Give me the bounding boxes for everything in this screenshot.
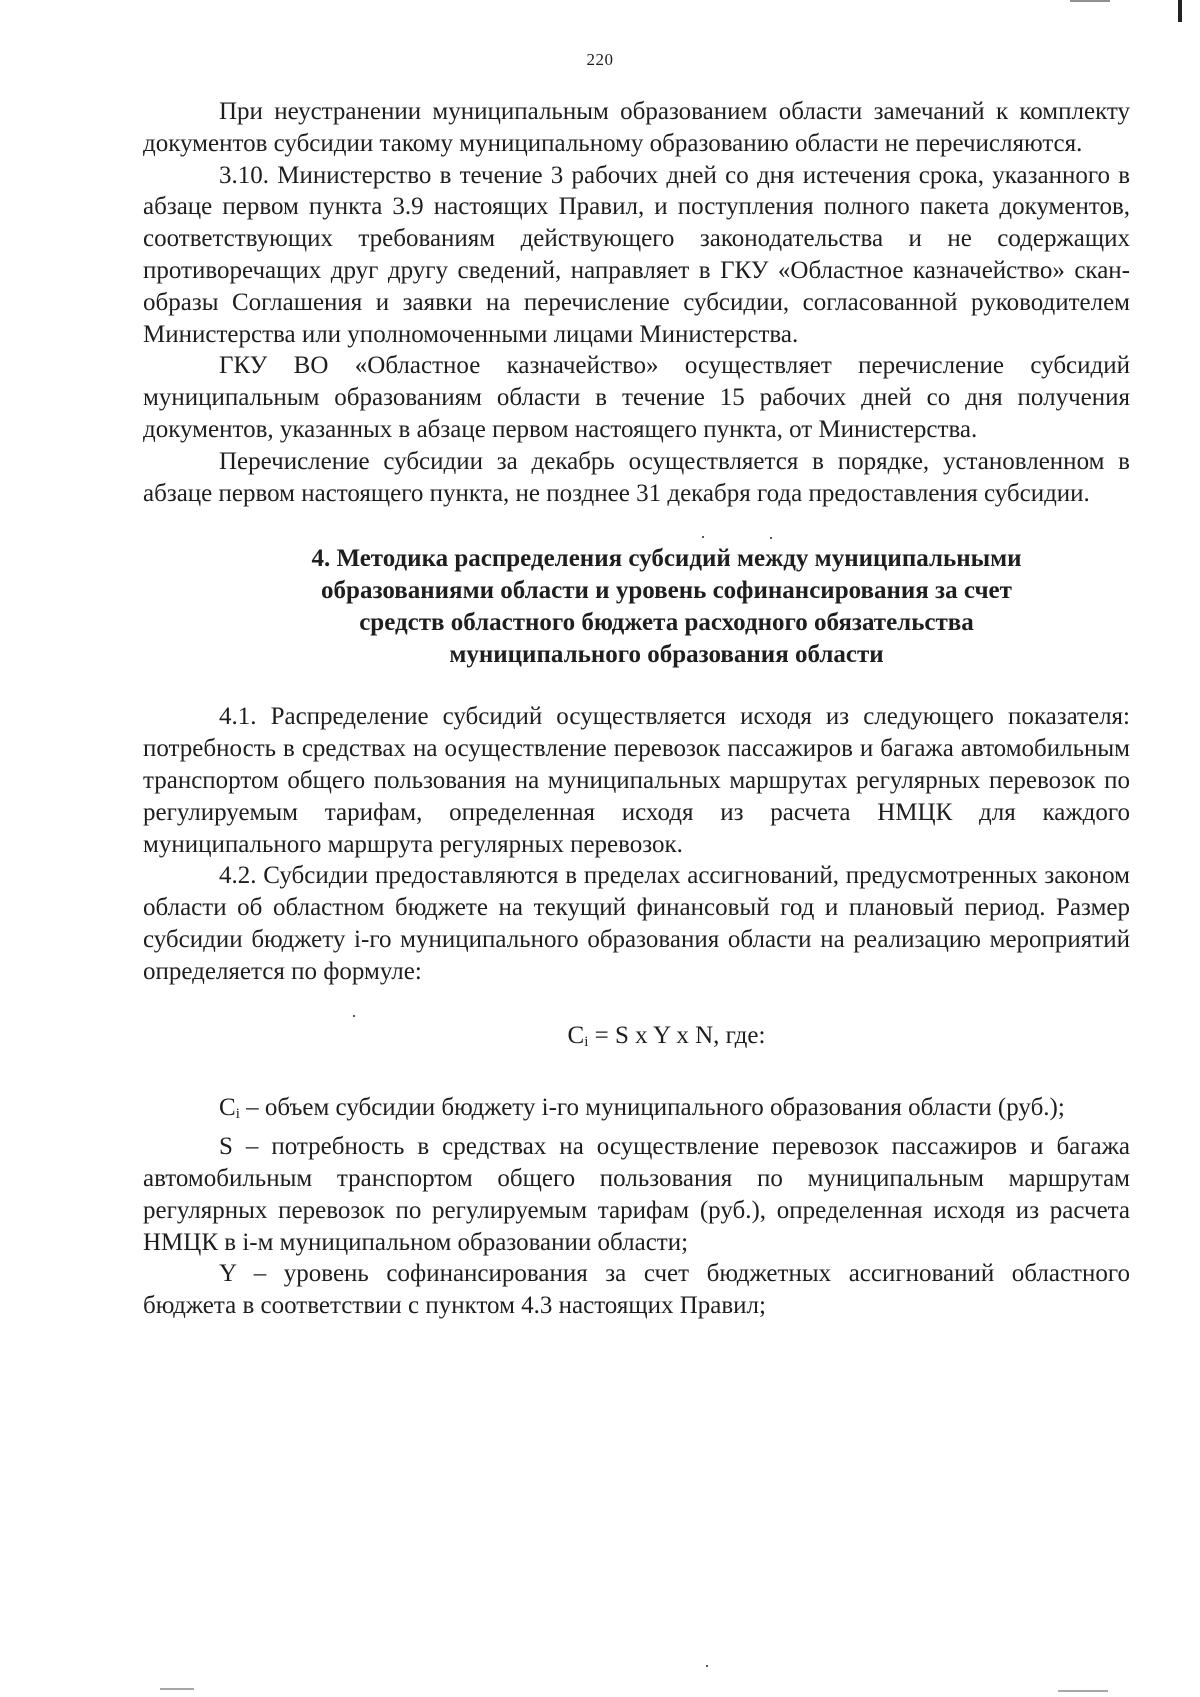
section-4-title-line-3: средств областного бюджета расходного обязательства [359,609,974,637]
definition-ci-subscript: i [235,1106,240,1123]
section-4-title [143,543,1130,671]
paragraph-treasury: ГКУ ВО «Областное казначейство» осуществляет перечисление субсидий муниципальным образованиям области в течение 15 рабочих дней со дня получения документов, указанных в абзаце первом настоящего пункта, от Министерства. [143,352,1130,443]
paragraph-4-1: 4.1. Распределение субсидий осуществляется исходя из следующего показателя: потребность в средствах на осуществление перевозок пассажиров и багажа автомобильным транспортом общего пользования на муниципальных маршрутах регулярных перевозок по регулируемым тарифам, определенная исходя из расчета НМЦК для каждого муниципального маршрута регулярных перевозок. [143,703,1130,858]
scan-edge-mark-top-right [1178,0,1182,22]
formula-symbol-c: C [567,1021,585,1049]
formula-expression: = S x Y x N, где: [588,1021,766,1049]
definition-s: S – потребность в средствах на осуществление перевозок пассажиров и багажа автомобильным транспортом общего пользования по муниципальным маршрутам регулярных перевозок по регулируемым тарифам (руб.), определенная исходя из расчета НМЦК в i-м муниципальном образовании области; [143,1133,1130,1256]
document-body [143,96,1130,1322]
scan-edge-mark-top [1070,0,1110,2]
scan-edge-mark-bottom-left [160,1688,194,1690]
page-number: 220 [586,50,614,69]
paragraph-4-2: 4.2. Субсидии предоставляются в пределах ассигнований, предусмотренных законом области об областном бюджете на текущий финансовый год и плановый период. Размер субсидии бюджету i-го муниципального образования области на реализацию мероприятий определяется по формуле: [143,862,1130,985]
paragraph-3-10: 3.10. Министерство в течение 3 рабочих дней со дня истечения срока, указанного в абзаце первом пункта 3.9 настоящих Правил, и поступления полного пакета документов, соответствующих требованиям действующего законодательства и не содержащих противоречащих друг другу сведений, направляет в ГКУ «Областное казначейство» скан-образы Соглашения и заявки на перечисление субсидии, согласованной руководителем Министерства или уполномоченными лицами Министерства. [143,161,1130,348]
definition-ci [143,1092,1130,1131]
scan-speck [702,536,704,538]
paragraph-remarks: При неустранении муниципальным образованием области замечаний к комплекту документов субсидии такому муниципальному образованию области не перечисляются. [143,98,1130,157]
subsidy-formula [143,1020,1130,1059]
definition-ci-symbol: C [219,1094,236,1122]
paragraph-december: Перечисление субсидии за декабрь осуществляется в порядке, установленном в абзаце первом настоящего пункта, не позднее 31 декабря года предоставления субсидии. [143,447,1130,507]
section-4-title-line-1: 4. Методика распределения субсидий между муниципальными [311,545,1022,573]
section-4-title-line-4: муниципального образования области [449,641,884,669]
definition-y: Y – уровень софинансирования за счет бюджетных ассигнований областного бюджета в соответствии с пунктом 4.3 настоящих Правил; [143,1260,1130,1320]
scan-speck [770,537,772,539]
section-4-title-line-2: образованиями области и уровень софинансирования за счет [321,577,1012,605]
formula-subscript-i: i [584,1033,589,1050]
scan-speck [706,1665,708,1667]
definition-ci-text: – объем субсидии бюджету i-го муниципального образования области (руб.); [239,1094,1065,1122]
scan-speck [353,1015,355,1017]
scan-edge-mark-bottom-right [1058,1690,1108,1692]
